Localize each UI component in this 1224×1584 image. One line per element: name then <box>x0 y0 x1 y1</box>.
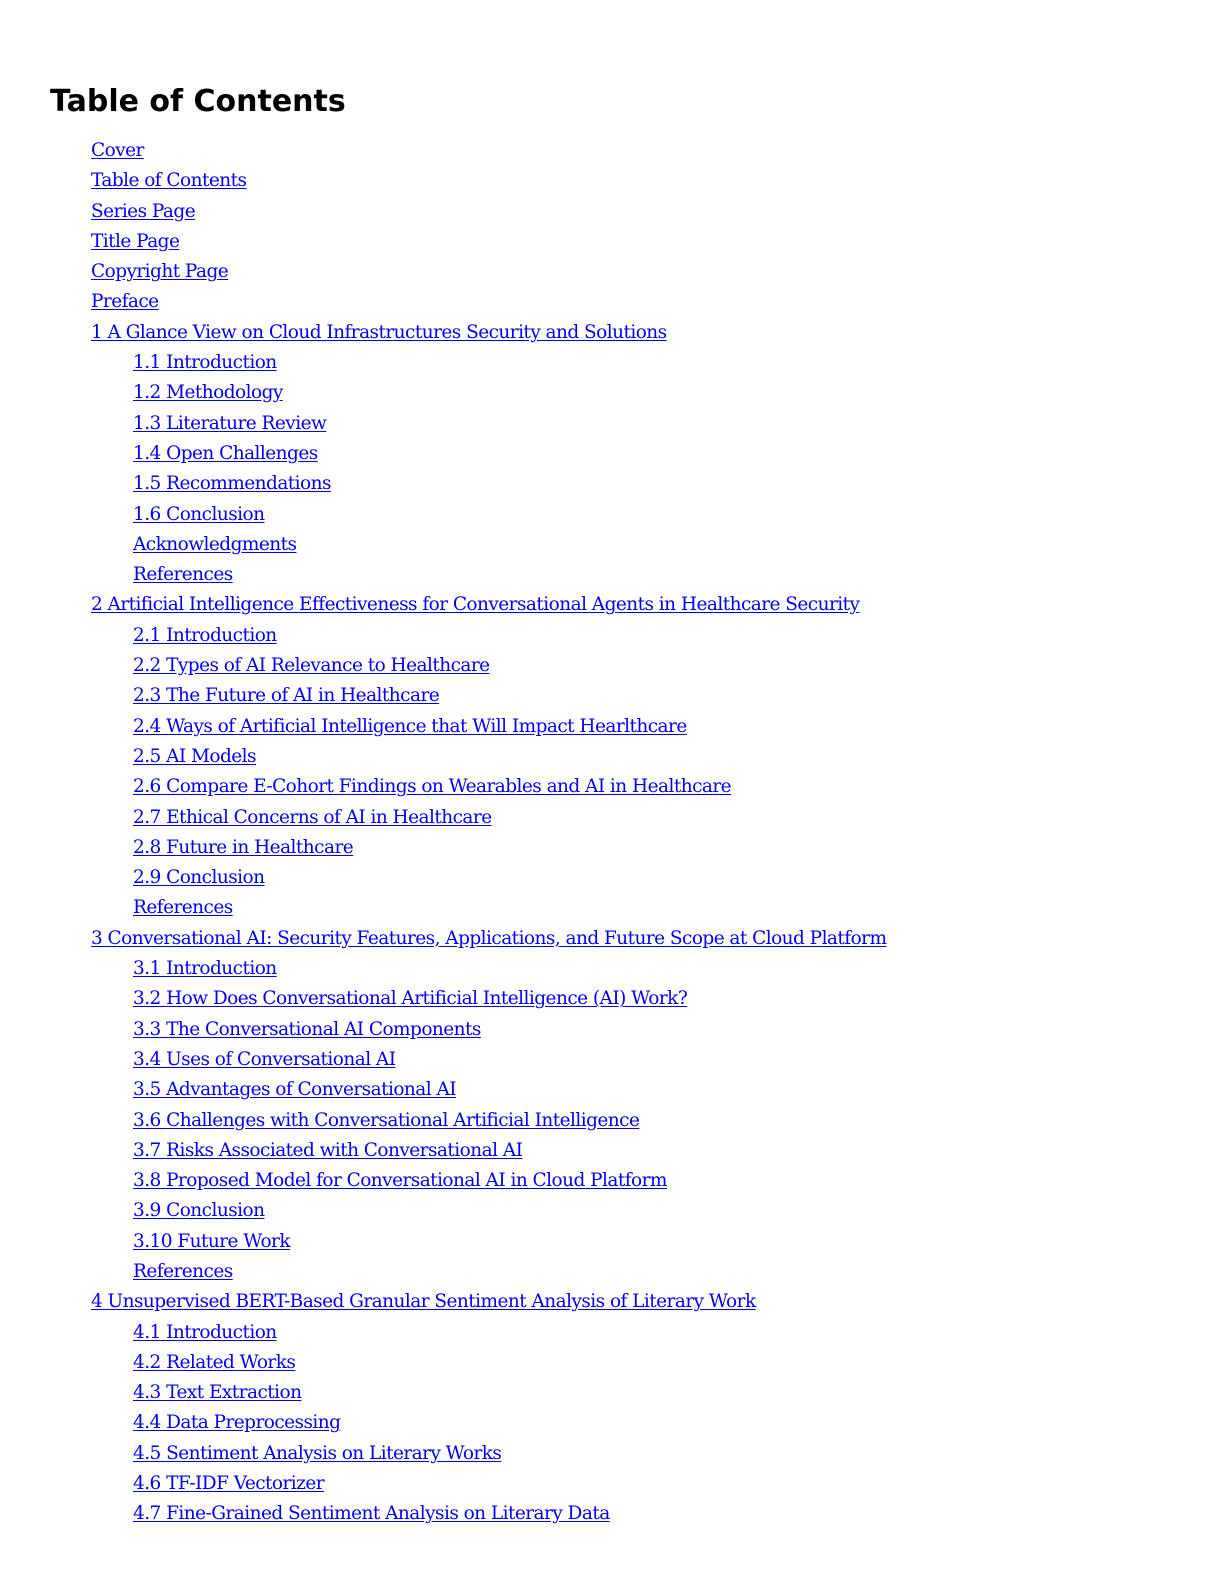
toc-link[interactable]: 1.5 Recommendations <box>133 473 331 495</box>
toc-entry <box>0 469 1224 499</box>
toc-link[interactable]: 2.2 Types of AI Relevance to Healthcare <box>133 655 490 677</box>
toc-link[interactable]: 4 Unsupervised BERT-Based Granular Sentiment Analysis of Literary Work <box>91 1291 756 1313</box>
toc-link[interactable]: 2.6 Compare E-Cohort Findings on Wearables and AI in Healthcare <box>133 776 732 798</box>
page-title: Table of Contents <box>50 84 346 119</box>
toc-entry <box>0 1227 1224 1257</box>
toc-entry <box>0 1287 1224 1317</box>
toc-link[interactable]: 3.3 The Conversational AI Components <box>133 1018 481 1040</box>
toc-link[interactable]: 2.5 AI Models <box>133 745 256 767</box>
toc-entry <box>0 1408 1224 1438</box>
toc-entry <box>0 984 1224 1014</box>
toc-entry <box>0 621 1224 651</box>
toc-link[interactable]: 1.3 Literature Review <box>133 412 327 434</box>
toc-link[interactable]: 3.8 Proposed Model for Conversational AI in Cloud Platform <box>133 1170 667 1192</box>
toc-link[interactable]: Series Page <box>91 200 196 222</box>
toc-list <box>0 136 1224 1530</box>
toc-link[interactable]: 3.6 Challenges with Conversational Artificial Intelligence <box>133 1109 640 1131</box>
toc-link[interactable]: 2.4 Ways of Artificial Intelligence that Will Impact Hearlthcare <box>133 715 687 737</box>
toc-entry <box>0 166 1224 196</box>
toc-entry <box>0 712 1224 742</box>
toc-entry <box>0 1196 1224 1226</box>
toc-entry <box>0 500 1224 530</box>
toc-link[interactable]: 2.9 Conclusion <box>133 867 265 889</box>
toc-link[interactable]: 4.1 Introduction <box>133 1321 277 1343</box>
toc-entry <box>0 742 1224 772</box>
toc-link[interactable]: 4.2 Related Works <box>133 1351 296 1373</box>
toc-entry <box>0 197 1224 227</box>
toc-link[interactable]: References <box>133 564 233 586</box>
toc-link[interactable]: 3.5 Advantages of Conversational AI <box>133 1079 457 1101</box>
toc-link[interactable]: 3.2 How Does Conversational Artificial Intelligence (AI) Work? <box>133 988 688 1010</box>
toc-entry <box>0 1499 1224 1529</box>
toc-entry <box>0 1075 1224 1105</box>
toc-link[interactable]: 1 A Glance View on Cloud Infrastructures Security and Solutions <box>91 321 667 343</box>
toc-entry <box>0 287 1224 317</box>
toc-link[interactable]: 1.6 Conclusion <box>133 503 265 525</box>
toc-link[interactable]: 4.7 Fine-Grained Sentiment Analysis on Literary Data <box>133 1503 610 1525</box>
toc-link[interactable]: 3.4 Uses of Conversational AI <box>133 1048 396 1070</box>
toc-entry <box>0 954 1224 984</box>
toc-entry <box>0 863 1224 893</box>
toc-entry <box>0 257 1224 287</box>
toc-link[interactable]: 2.8 Future in Healthcare <box>133 836 354 858</box>
toc-link[interactable]: 4.6 TF-IDF Vectorizer <box>133 1473 325 1495</box>
toc-link[interactable]: 1.2 Methodology <box>133 382 283 404</box>
toc-entry <box>0 378 1224 408</box>
toc-link[interactable]: 3.10 Future Work <box>133 1230 290 1252</box>
toc-entry <box>0 439 1224 469</box>
toc-entry <box>0 136 1224 166</box>
toc-entry <box>0 590 1224 620</box>
toc-link[interactable]: 2.3 The Future of AI in Healthcare <box>133 685 440 707</box>
toc-entry <box>0 803 1224 833</box>
toc-entry <box>0 1045 1224 1075</box>
toc-link[interactable]: 2.1 Introduction <box>133 624 277 646</box>
toc-entry <box>0 1136 1224 1166</box>
toc-link[interactable]: Table of Contents <box>91 170 247 192</box>
toc-link[interactable]: Title Page <box>91 230 180 252</box>
toc-entry <box>0 530 1224 560</box>
toc-entry <box>0 1348 1224 1378</box>
toc-entry <box>0 893 1224 923</box>
toc-entry <box>0 318 1224 348</box>
toc-link[interactable]: 4.4 Data Preprocessing <box>133 1412 341 1434</box>
toc-entry <box>0 1166 1224 1196</box>
toc-link[interactable]: Cover <box>91 140 144 161</box>
toc-entry <box>0 409 1224 439</box>
toc-entry <box>0 1015 1224 1045</box>
toc-entry <box>0 1378 1224 1408</box>
toc-link[interactable]: 2 Artificial Intelligence Effectiveness for Conversational Agents in Healthcare Security <box>91 594 860 616</box>
toc-link[interactable]: Copyright Page <box>91 261 229 283</box>
toc-link[interactable]: 3 Conversational AI: Security Features, Applications, and Future Scope at Cloud Platform <box>91 927 887 949</box>
toc-entry <box>0 924 1224 954</box>
toc-entry <box>0 1257 1224 1287</box>
toc-link[interactable]: Acknowledgments <box>133 533 297 555</box>
toc-entry <box>0 1106 1224 1136</box>
toc-link[interactable]: 2.7 Ethical Concerns of AI in Healthcare <box>133 806 492 828</box>
toc-entry <box>0 560 1224 590</box>
toc-link[interactable]: 3.1 Introduction <box>133 958 277 980</box>
toc-entry <box>0 651 1224 681</box>
toc-link[interactable]: Preface <box>91 291 159 313</box>
toc-entry <box>0 1318 1224 1348</box>
toc-link[interactable]: 4.5 Sentiment Analysis on Literary Works <box>133 1442 502 1464</box>
toc-entry <box>0 227 1224 257</box>
toc-link[interactable]: References <box>133 897 233 919</box>
toc-entry <box>0 681 1224 711</box>
toc-link[interactable]: 4.3 Text Extraction <box>133 1382 302 1404</box>
toc-entry <box>0 1469 1224 1499</box>
toc-link[interactable]: 1.4 Open Challenges <box>133 442 318 464</box>
toc-entry <box>0 833 1224 863</box>
toc-entry <box>0 348 1224 378</box>
toc-entry <box>0 772 1224 802</box>
toc-link[interactable]: 3.7 Risks Associated with Conversational AI <box>133 1139 523 1161</box>
toc-link[interactable]: 3.9 Conclusion <box>133 1200 265 1222</box>
toc-link[interactable]: 1.1 Introduction <box>133 352 277 374</box>
toc-link[interactable]: References <box>133 1260 233 1282</box>
toc-entry <box>0 1439 1224 1469</box>
